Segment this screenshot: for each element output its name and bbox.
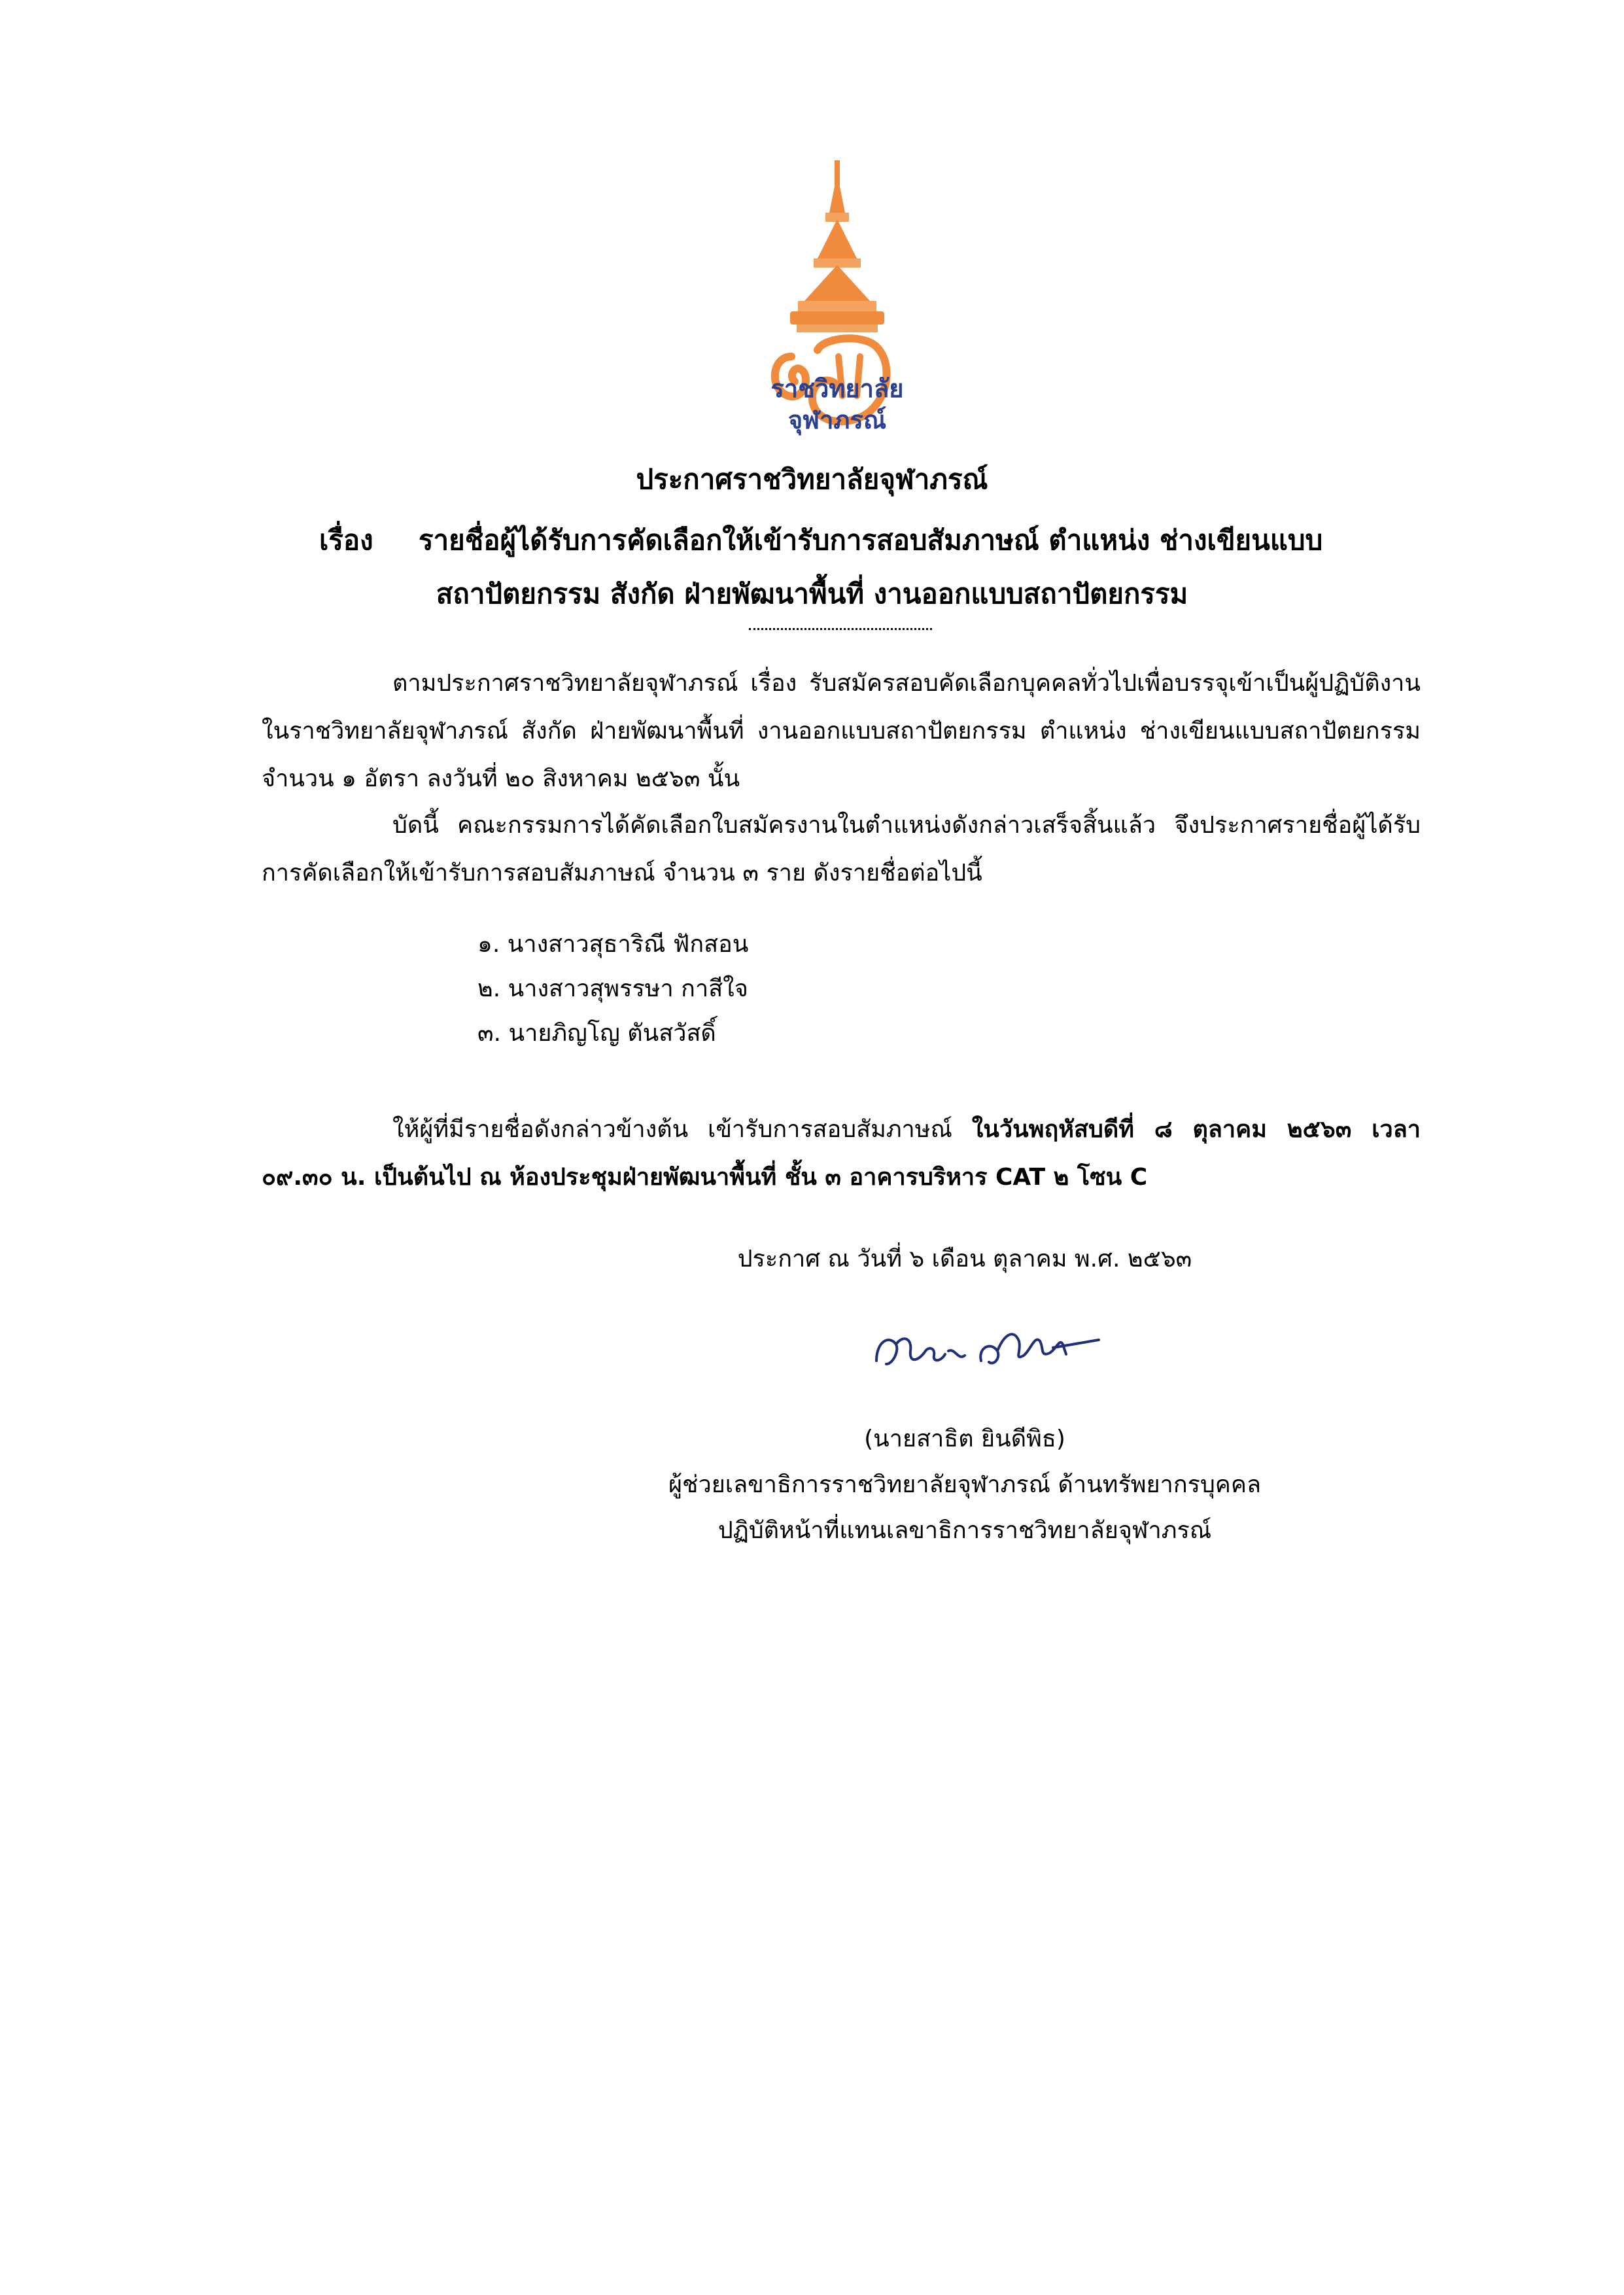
list-item: ๓. นายภิญโญ ตันสวัสดิ์ (477, 1020, 716, 1047)
signer-name: (นายสาธิต ยินดีพิธ) (864, 1426, 1065, 1452)
announcement-date: ประกาศ ณ วันที่ ๖ เดือน ตุลาคม พ.ศ. ๒๕๖๓ (737, 1246, 1192, 1272)
interview-intro: ให้ผู้ที่มีรายชื่อดังกล่าวข้างต้น เข้ารับการสอบสัมภาษณ์ (392, 1116, 972, 1143)
subject-label: เรื่อง (319, 524, 373, 556)
subject-line-2: สถาปัตยกรรม สังกัด ฝ่ายพัฒนาพื้นที่ งานออกแบบสถาปัตยกรรม (436, 578, 1188, 610)
paragraph-interview-details (262, 1106, 1421, 1201)
dotted-separator (749, 628, 932, 630)
list-item: ๑. นางสาวสุธาริณี ฟักสอน (477, 931, 749, 958)
signer-title-1: ผู้ช่วยเลขาธิการราชวิทยาลัยจุฬาภรณ์ ด้านทรัพยากรบุคคล (668, 1471, 1262, 1498)
logo-name-line1: ราชวิทยาลัย (770, 374, 904, 403)
subject-line-1: รายชื่อผู้ได้รับการคัดเลือกให้เข้ารับการสอบสัมภาษณ์ ตำแหน่ง ช่างเขียนแบบ (419, 524, 1323, 556)
handwritten-signature (863, 1315, 1118, 1387)
candidate-list (477, 922, 748, 1056)
announcement-title: ประกาศราชวิทยาลัยจุฬาภรณ์ (636, 463, 988, 495)
interview-date-location: ในวันพฤหัสบดีที่ ๘ ตุลาคม ๒๕๖๓ เวลา ๐๙.๓๐ น. เป็นต้นไป ณ ห้องประชุมฝ่ายพัฒนาพื้นที่ ชั้น ๓ อาคารบริหาร CAT ๒ โซน C (262, 1116, 1421, 1191)
logo-name-line2: จุฬาภรณ์ (787, 406, 887, 434)
paragraph-reference: ตามประกาศราชวิทยาลัยจุฬาภรณ์ เรื่อง รับสมัครสอบคัดเลือกบุคคลทั่วไปเพื่อบรรจุเข้าเป็นผู้ปฏิบัติงานในราชวิทยาลัยจุฬาภรณ์ สังกัด ฝ่ายพัฒนาพื้นที่ งานออกแบบสถาปัตยกรรม ตำแหน่ง ช่างเขียนแบบสถาปัตยกรรม จำนวน ๑ อัตรา ลงวันที่ ๒๐ สิงหาคม ๒๕๖๓ นั้น (262, 670, 1421, 792)
signer-title-2: ปฏิบัติหน้าที่แทนเลขาธิการราชวิทยาลัยจุฬาภรณ์ (717, 1517, 1212, 1544)
list-item: ๒. นางสาวสุพรรษา กาสีใจ (477, 975, 748, 1002)
paragraph-selection: บัดนี้ คณะกรรมการได้คัดเลือกใบสมัครงานในตำแหน่งดังกล่าวเสร็จสิ้นแล้ว จึงประกาศรายชื่อผู้ได้รับการคัดเลือกให้เข้ารับการสอบสัมภาษณ์ จำนวน ๓ ราย ดังรายชื่อต่อไปนี้ (262, 812, 1421, 886)
